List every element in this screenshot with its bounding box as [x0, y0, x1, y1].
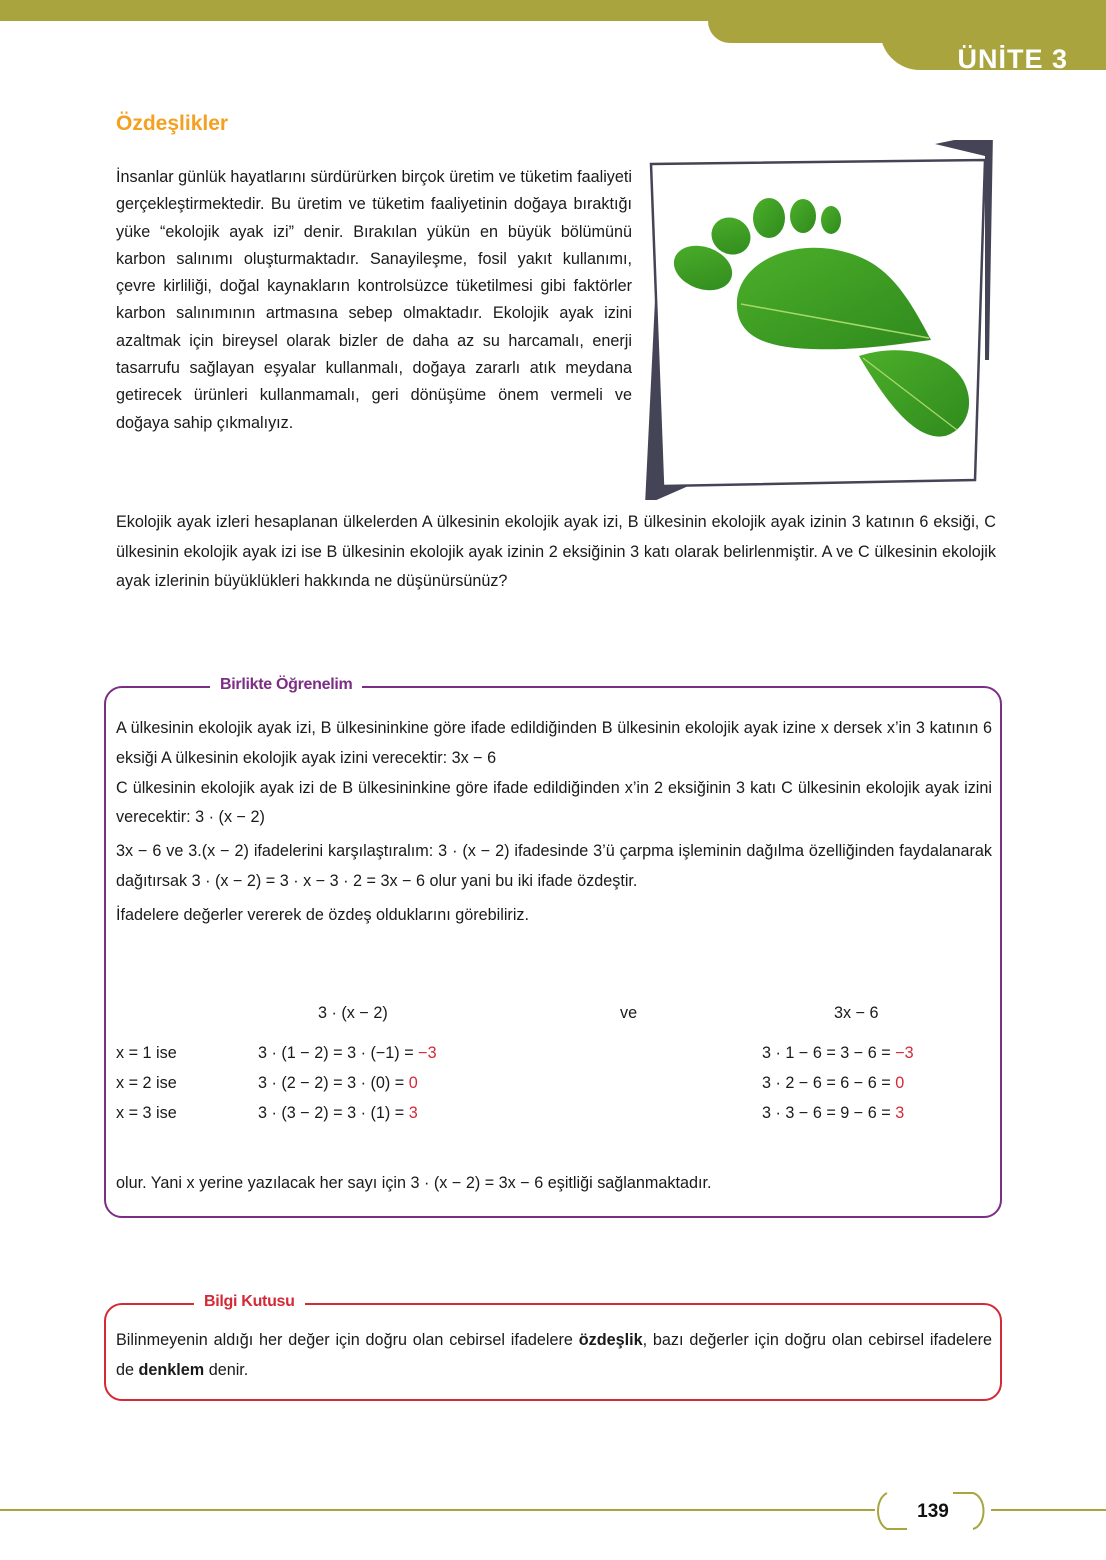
page-number-badge [873, 1491, 993, 1531]
header-band [0, 0, 1106, 21]
info-text-part: denir. [204, 1361, 249, 1379]
bilgi-kutusu-box [104, 1293, 1002, 1401]
page-number: 139 [917, 1501, 949, 1522]
intro-paragraph: İnsanlar günlük hayatlarını sürdürürken birçok üretim ve tüketim faaliyeti gerçekleştirmektedir. Bu üretim ve tüketim faaliyetinin doğaya bıraktığı yüke “ekolojik ayak izi” denir. Bırakılan yükün en büyük bölümünü karbon salınımı oluşturmaktadır. Sanayileşme, fosil yakıt kullanımı, çevre kirliliği, doğal kaynakların kontrolsüzce tüketilmesi gibi faktörler karbon salınımının artmasına sebep olmaktadır. Ekolojik ayak izini azaltmak için bireysel olarak bizler de daha az su harcamalı, enerji tasarrufu sağlayan eşyalar kullanmalı, doğaya zararlı atık meydana getirecek ürünleri kullanmamalı, geri dönüşüme önem vermeli ve doğaya sahip çıkmalıyız. [116, 168, 632, 432]
learn-paragraph-3: 3x − 6 ve 3.(x − 2) ifadelerini karşılaştıralım: 3 · (x − 2) ifadesinde 3’ü çarpma işleminin dağılma özelliğinden faydalanarak dağıtırsak 3 · (x − 2) = 3 · x − 3 · 2 = 3x − 6 olur yani bu iki ifade özdeştir. [116, 842, 992, 890]
row-right-expression [762, 1044, 914, 1063]
info-text-part: , bazı değerler için doğru olan cebirsel ifadelere de [116, 1331, 992, 1379]
birlikte-ogrenelim-box [104, 676, 1002, 1218]
unit-label: ÜNİTE 3 [957, 44, 1068, 74]
row-right-expression [762, 1104, 904, 1123]
footer-rule-left [0, 1509, 875, 1511]
info-text-part: Bilinmeyenin aldığı her değer için doğru olan cebirsel ifadelere [116, 1331, 579, 1349]
section-title: Özdeşlikler [116, 112, 229, 135]
right-expr-text: 3 · 2 − 6 = 6 − 6 = [762, 1074, 896, 1092]
right-result: 0 [895, 1074, 905, 1092]
row-label: x = 2 ise [116, 1074, 177, 1092]
leaf-footprint-icon [645, 140, 995, 500]
learn-conclusion: olur. Yani x yerine yazılacak her sayı için 3 · (x − 2) = 3x − 6 eşitliği sağlanmaktadır. [116, 1174, 712, 1192]
learn-box-text [116, 714, 992, 931]
row-right-expression [762, 1074, 904, 1093]
unit-tab [880, 20, 1106, 74]
question-paragraph: Ekolojik ayak izleri hesaplanan ülkelerden A ülkesinin ekolojik ayak izi, B ülkesinin ekolojik ayak izinin 3 katının 6 eksiği, C ülkesinin ekolojik ayak izi ise B ülkesinin ekolojik ayak izinin 2 eksiğinin 3 katı olarak belirlenmiştir. A ve C ülkesinin ekolojik ayak izlerinin büyüklükleri hakkında ne düşünürsünüz? [116, 513, 996, 590]
learn-paragraph-1: A ülkesinin ekolojik ayak izi, B ülkesininkine göre ifade edildiğinden B ülkesinin ekolojik ayak izine x dersek x’in 3 katının 6 eksiği A ülkesinin ekolojik ayak izini verecektir: 3x − 6 [116, 719, 992, 767]
term-ozdeslik: özdeşlik [578, 1331, 643, 1349]
left-expr-text: 3 · (2 − 2) = 3 · (0) = [258, 1074, 409, 1092]
table-header-right: 3x − 6 [834, 1004, 879, 1022]
learn-paragraph-4: İfadelere değerler vererek de özdeş olduklarını görebiliriz. [116, 905, 530, 924]
left-result: 3 [408, 1104, 418, 1122]
row-left-expression [258, 1074, 418, 1093]
table-header-middle: ve [620, 1004, 638, 1022]
row-left-expression [258, 1104, 418, 1123]
left-result: −3 [418, 1044, 437, 1062]
left-result: 0 [408, 1074, 418, 1092]
term-denklem: denklem [138, 1361, 205, 1379]
row-left-expression [258, 1044, 437, 1063]
row-label: x = 1 ise [116, 1044, 177, 1062]
header-tab-decoration [708, 20, 908, 43]
table-header-left: 3 · (x − 2) [318, 1004, 388, 1022]
info-box-title: Bilgi Kutusu [194, 1293, 305, 1311]
right-result: 3 [895, 1104, 905, 1122]
leaf-footprint-image [645, 140, 995, 500]
left-expr-text: 3 · (1 − 2) = 3 · (−1) = [258, 1044, 419, 1062]
learn-paragraph-2: C ülkesinin ekolojik ayak izi de B ülkesininkine göre ifade edildiğinden x’in 2 eksiğinin 3 katı C ülkesinin ekolojik ayak izini verecektir: 3 · (x − 2) [116, 778, 992, 827]
footer-rule-right [991, 1509, 1106, 1511]
learn-box-title: Birlikte Öğrenelim [210, 676, 362, 694]
right-expr-text: 3 · 1 − 6 = 3 − 6 = [762, 1044, 896, 1062]
row-label: x = 3 ise [116, 1104, 177, 1122]
left-expr-text: 3 · (3 − 2) = 3 · (1) = [258, 1104, 409, 1122]
info-box-text [116, 1325, 992, 1385]
right-result: −3 [895, 1044, 914, 1062]
right-expr-text: 3 · 3 − 6 = 9 − 6 = [762, 1104, 896, 1122]
